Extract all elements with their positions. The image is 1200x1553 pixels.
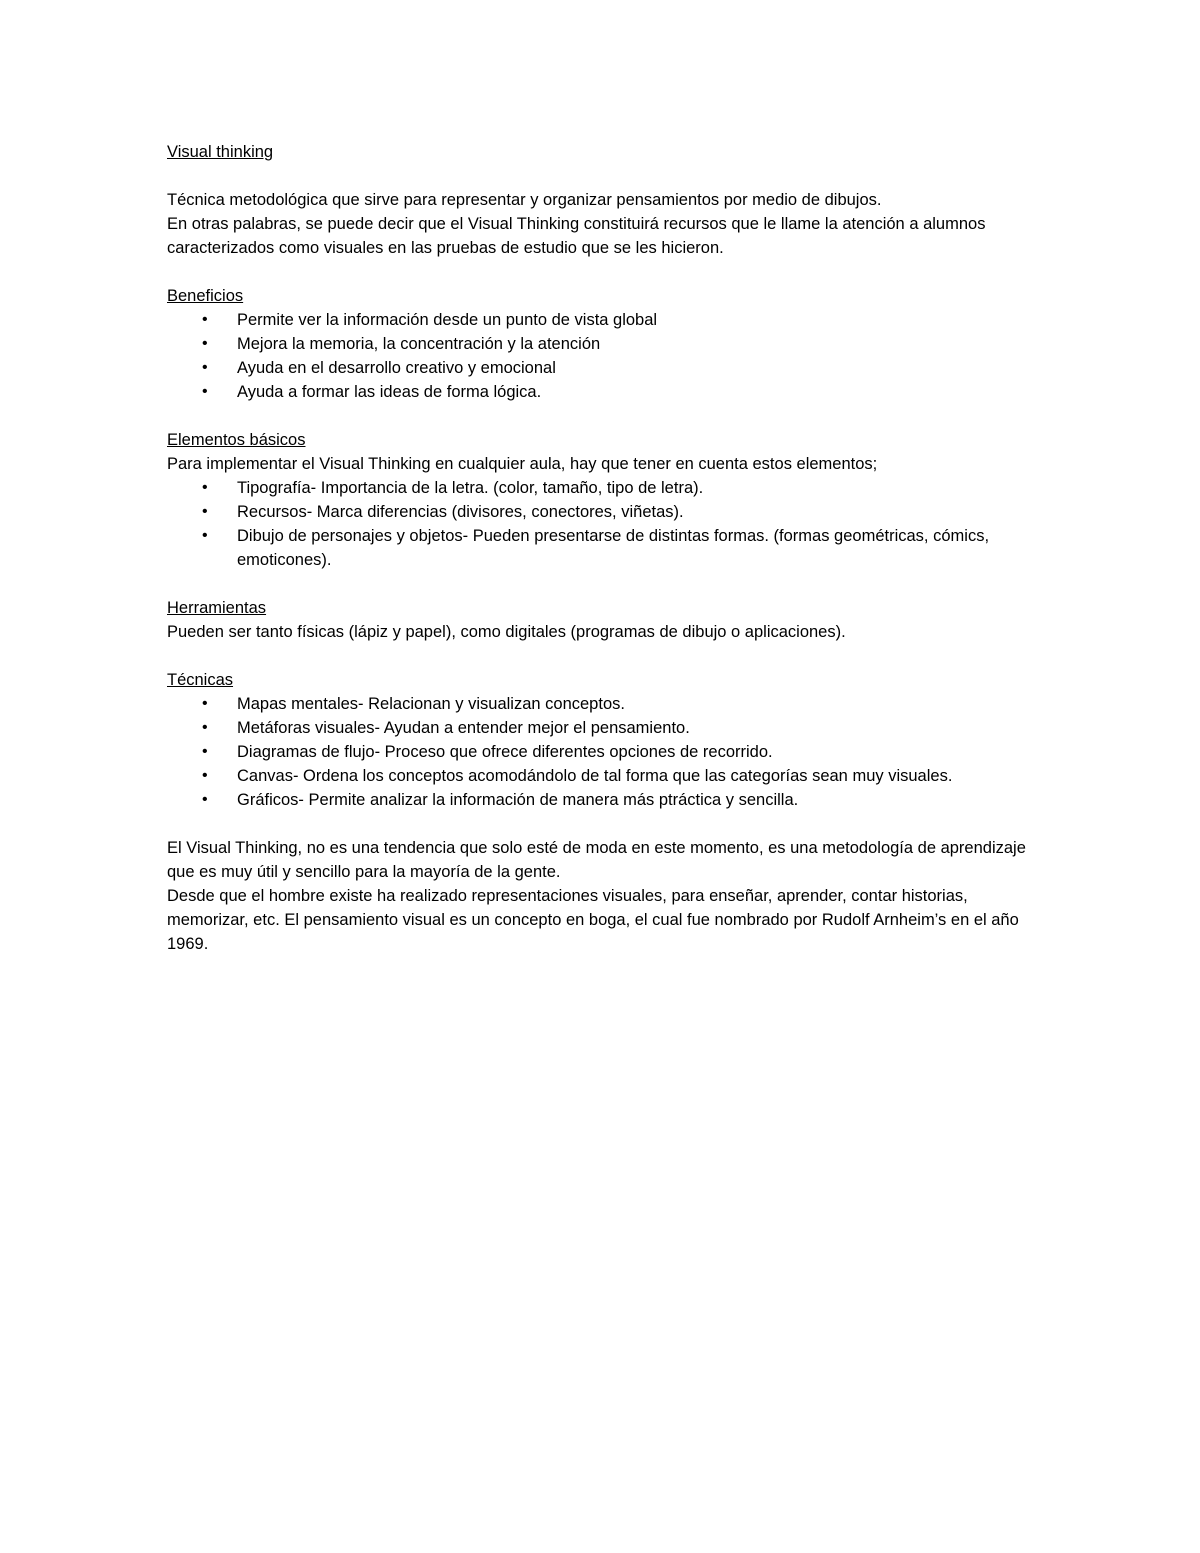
- beneficios-list: [167, 308, 1027, 404]
- bullet-icon: •: [202, 695, 208, 712]
- elementos-heading: Elementos básicos: [167, 431, 306, 449]
- document-body: [167, 140, 1027, 956]
- list-item: [167, 356, 1027, 380]
- spacer: [167, 644, 1027, 668]
- bullet-icon: •: [202, 311, 208, 328]
- spacer: [167, 260, 1027, 284]
- beneficios-heading: Beneficios: [167, 287, 244, 305]
- tecnicas-list: [167, 692, 1027, 812]
- spacer: [167, 164, 1027, 188]
- intro-paragraph-1: Técnica metodológica que sirve para representar y organizar pensamientos por medio de dibujos.: [167, 191, 882, 209]
- list-item: [167, 692, 1027, 716]
- bullet-icon: •: [202, 503, 208, 520]
- list-item: [167, 716, 1027, 740]
- list-item: [167, 476, 1027, 500]
- spacer: [167, 812, 1027, 836]
- bullet-icon: •: [202, 791, 208, 808]
- list-item-text: Permite ver la información desde un punto de vista global: [237, 311, 658, 329]
- list-item: [167, 524, 1027, 572]
- bullet-icon: •: [202, 719, 208, 736]
- elementos-list: [167, 476, 1027, 572]
- herramientas-heading: Herramientas: [167, 599, 267, 617]
- bullet-icon: •: [202, 359, 208, 376]
- list-item-text: Tipografía- Importancia de la letra. (color, tamaño, tipo de letra).: [237, 479, 704, 497]
- bullet-icon: •: [202, 767, 208, 784]
- bullet-icon: •: [202, 479, 208, 496]
- intro-paragraph-2: En otras palabras, se puede decir que el Visual Thinking constituirá recursos que le llame la atención a alumnos caracterizados como visuales en las pruebas de estudio que se les hicieron.: [167, 215, 986, 257]
- list-item: [167, 380, 1027, 404]
- document-title: Visual thinking: [167, 143, 274, 161]
- bullet-icon: •: [202, 383, 208, 400]
- elementos-intro: Para implementar el Visual Thinking en cualquier aula, hay que tener en cuenta estos elementos;: [167, 455, 878, 473]
- list-item-text: Mejora la memoria, la concentración y la atención: [237, 335, 601, 353]
- bullet-icon: •: [202, 335, 208, 352]
- list-item: [167, 308, 1027, 332]
- list-item-text: Gráficos- Permite analizar la información de manera más ptráctica y sencilla.: [237, 791, 799, 809]
- list-item-text: Metáforas visuales- Ayudan a entender mejor el pensamiento.: [237, 719, 690, 737]
- list-item: [167, 332, 1027, 356]
- bullet-icon: •: [202, 527, 208, 544]
- list-item-text: Ayuda a formar las ideas de forma lógica.: [237, 383, 542, 401]
- closing-paragraph-2: Desde que el hombre existe ha realizado representaciones visuales, para enseñar, aprender, contar historias, memorizar, etc. El pensamiento visual es un concepto en boga, el cual fue nombrado por Rudolf Arnheim’s en el año 1969.: [167, 887, 1019, 953]
- list-item: [167, 740, 1027, 764]
- list-item: [167, 788, 1027, 812]
- list-item-text: Diagramas de flujo- Proceso que ofrece diferentes opciones de recorrido.: [237, 743, 773, 761]
- spacer: [167, 572, 1027, 596]
- bullet-icon: •: [202, 743, 208, 760]
- closing-paragraph-1: El Visual Thinking, no es una tendencia que solo esté de moda en este momento, es una metodología de aprendizaje que es muy útil y sencillo para la mayoría de la gente.: [167, 839, 1026, 881]
- list-item-text: Mapas mentales- Relacionan y visualizan conceptos.: [237, 695, 625, 713]
- list-item-text: Recursos- Marca diferencias (divisores, conectores, viñetas).: [237, 503, 684, 521]
- list-item-text: Ayuda en el desarrollo creativo y emocional: [237, 359, 556, 377]
- spacer: [167, 404, 1027, 428]
- list-item-text: Canvas- Ordena los conceptos acomodándolo de tal forma que las categorías sean muy visuales.: [237, 767, 953, 785]
- tecnicas-heading: Técnicas: [167, 671, 234, 689]
- list-item-text: Dibujo de personajes y objetos- Pueden presentarse de distintas formas. (formas geométricas, cómics, emoticones).: [237, 527, 990, 569]
- list-item: [167, 764, 1027, 788]
- list-item: [167, 500, 1027, 524]
- herramientas-text: Pueden ser tanto físicas (lápiz y papel), como digitales (programas de dibujo o aplicaciones).: [167, 623, 846, 641]
